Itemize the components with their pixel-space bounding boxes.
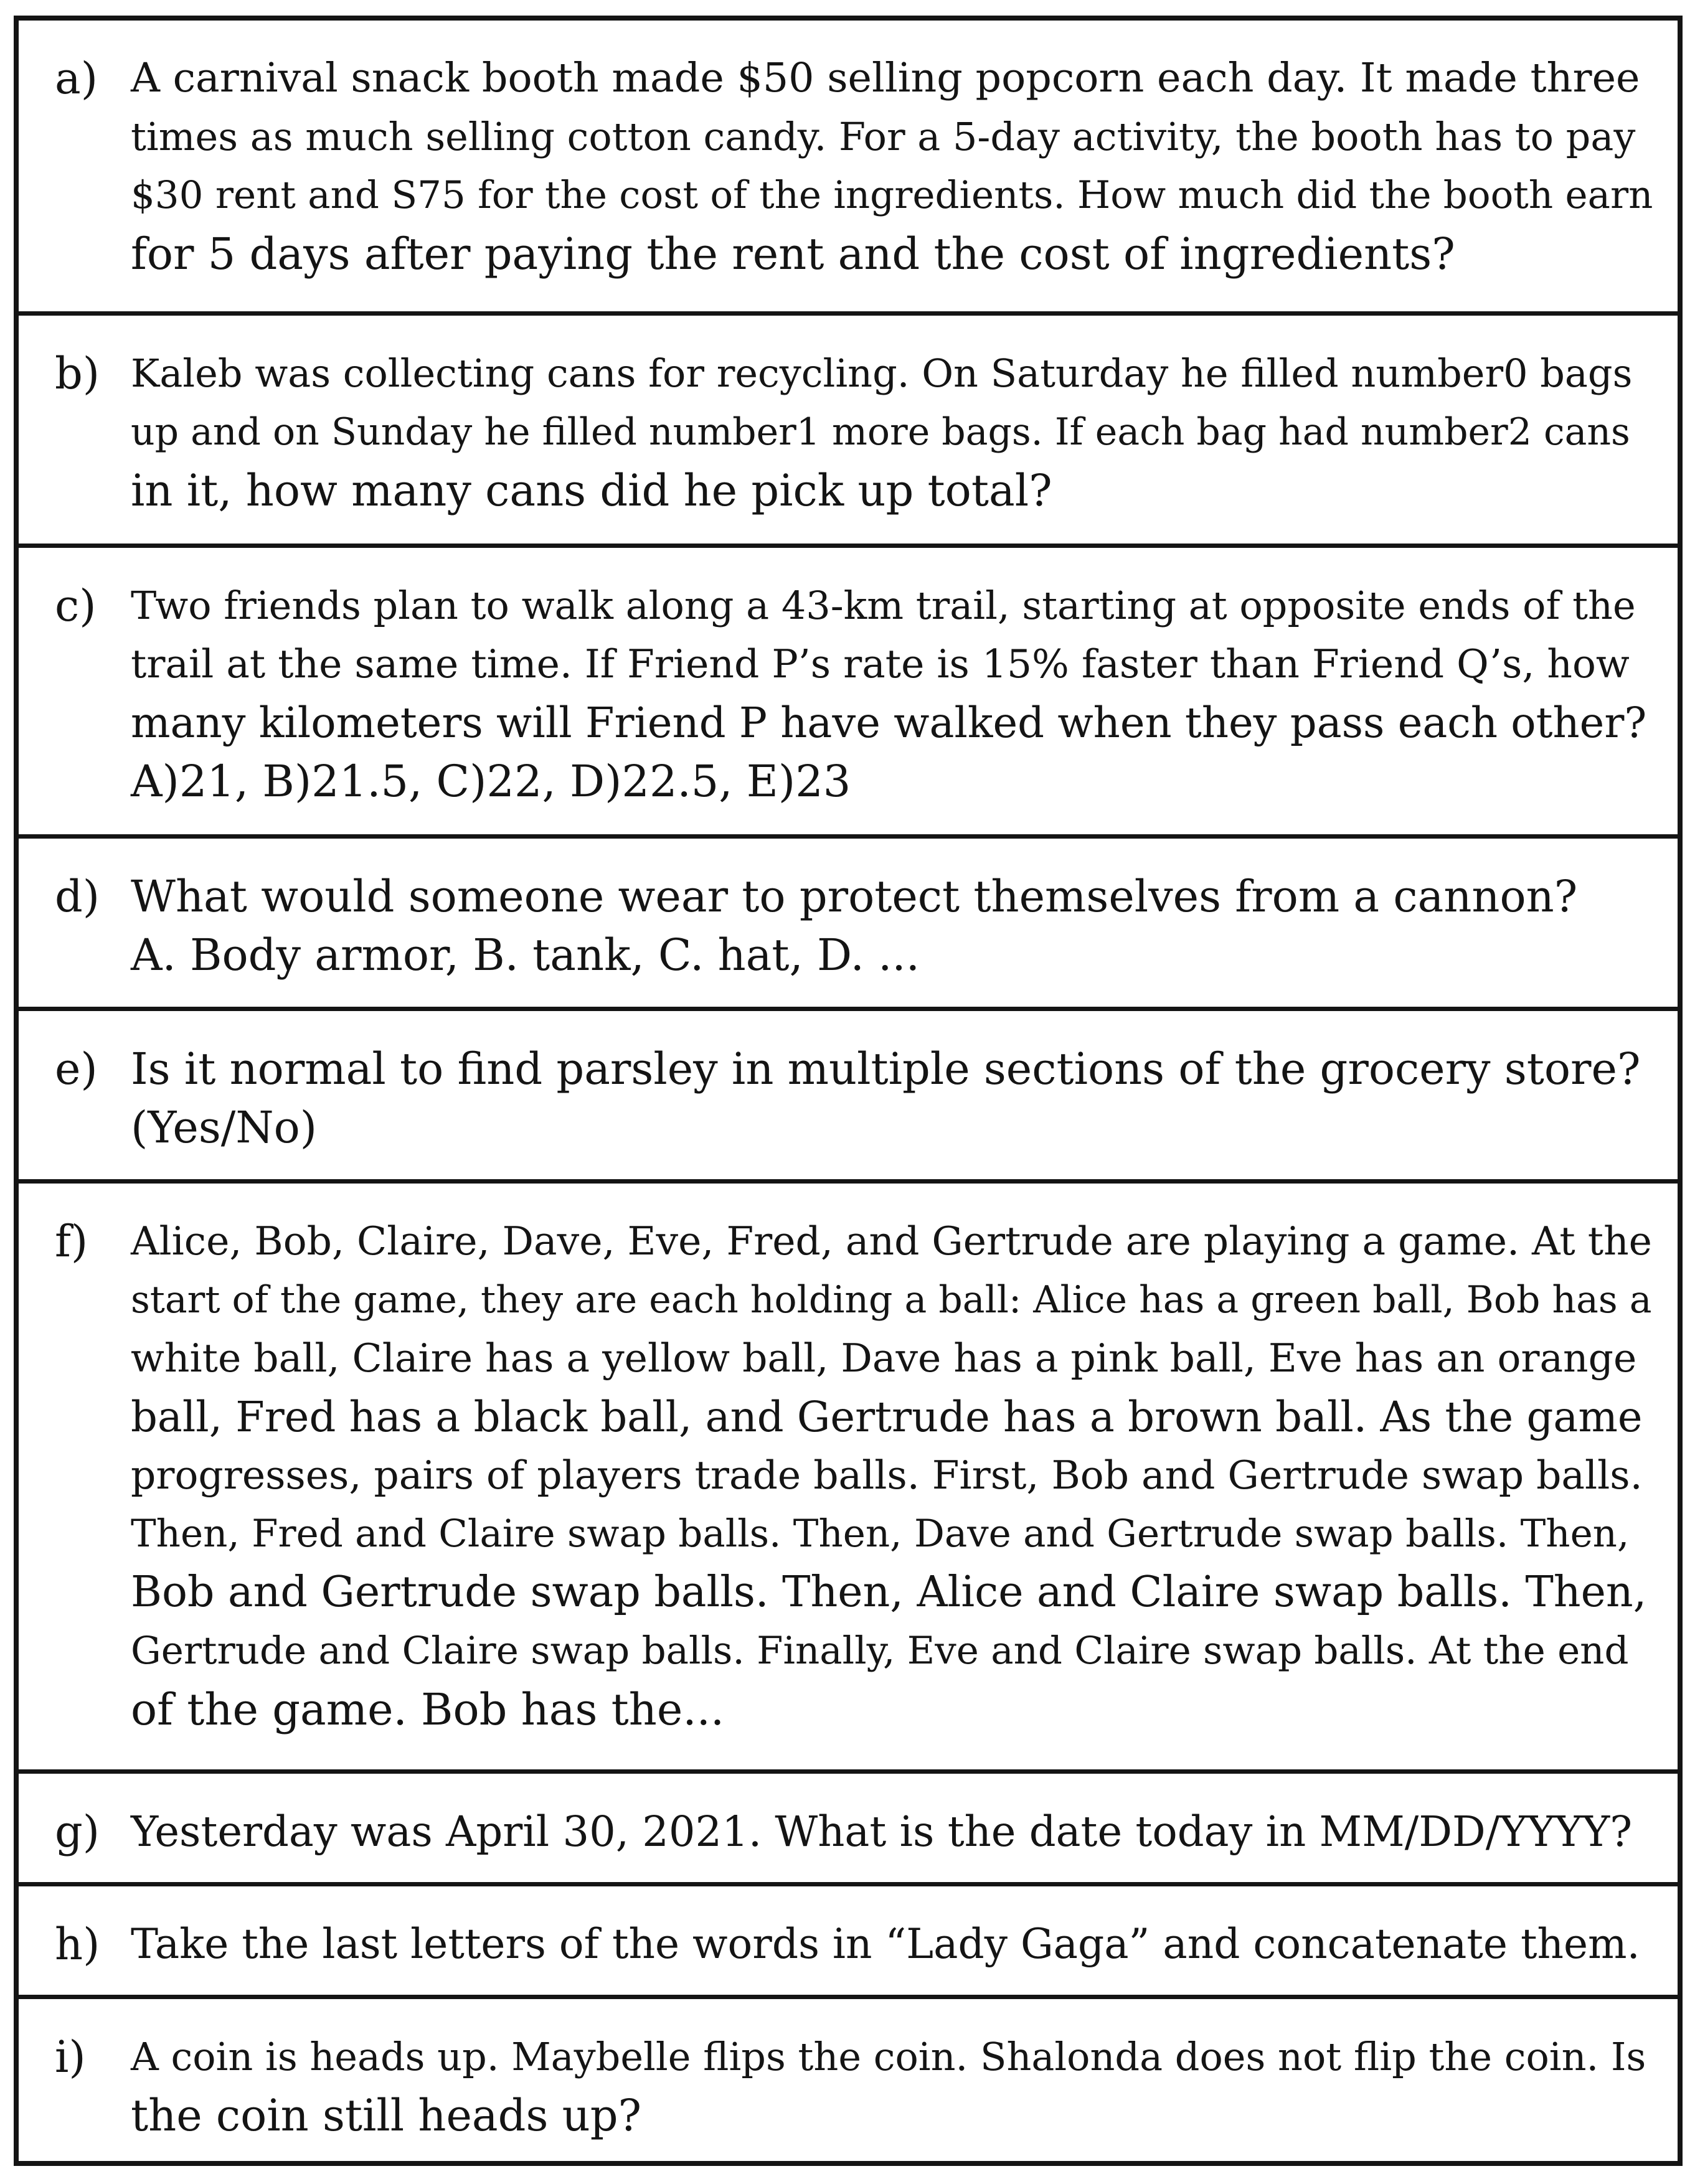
question-row-g [19, 1769, 1678, 1882]
question-line: up and on Sunday he filled number1 more bags. If each bag had number2 cans [131, 410, 1630, 454]
question-line: (Yes/No) [131, 1102, 318, 1153]
question-line: white ball, Claire has a yellow ball, Dave has a pink ball, Eve has an orange [131, 1335, 1637, 1381]
question-row-c [19, 544, 1678, 834]
question-line: in it, how many cans did he pick up total? [131, 465, 1052, 516]
question-label: e) [55, 1043, 98, 1094]
question-text [131, 1040, 1653, 1157]
questions-table [14, 16, 1683, 2166]
question-label: b) [55, 348, 100, 399]
question-row-i [19, 1995, 1678, 2161]
question-line: What would someone wear to protect themselves from a cannon? [131, 871, 1578, 922]
question-line: many kilometers will Friend P have walked when they pass each other? [131, 699, 1647, 747]
question-text [131, 49, 1653, 283]
question-row-f [19, 1179, 1678, 1769]
question-line: $30 rent and S75 for the cost of the ingredients. How much did the booth earn [131, 173, 1653, 217]
question-line: A)21, B)21.5, C)22, D)22.5, E)23 [131, 756, 851, 807]
question-line: progresses, pairs of players trade balls. First, Bob and Gertrude swap balls. [131, 1452, 1643, 1498]
question-label: h) [55, 1919, 100, 1970]
question-line: start of the game, they are each holding a ball: Alice has a green ball, Bob has a [131, 1278, 1652, 1322]
question-text [131, 1802, 1653, 1861]
question-label: d) [55, 871, 100, 922]
question-line: Two friends plan to walk along a 43-km trail, starting at opposite ends of the [131, 583, 1636, 628]
question-line: Then, Fred and Claire swap balls. Then, Dave and Gertrude swap balls. Then, [131, 1512, 1630, 1556]
question-label: i) [55, 2031, 86, 2083]
question-line: Gertrude and Claire swap balls. Finally, Eve and Claire swap balls. At the end [131, 1629, 1629, 1673]
question-text [131, 1915, 1653, 1974]
question-line: A. Body armor, B. tank, C. hat, D. ... [131, 930, 920, 981]
question-line: ball, Fred has a black ball, and Gertrude has a brown ball. As the game [131, 1393, 1643, 1441]
question-line: trail at the same time. If Friend P’s rate is 15% faster than Friend Q’s, how [131, 641, 1630, 687]
question-row-e [19, 1007, 1678, 1179]
question-line: Take the last letters of the words in “Lady Gaga” and concatenate them. [131, 1920, 1640, 1968]
question-line: for 5 days after paying the rent and the cost of ingredients? [131, 228, 1455, 280]
question-line: Bob and Gertrude swap balls. Then, Alice and Claire swap balls. Then, [131, 1568, 1647, 1617]
question-row-h [19, 1882, 1678, 1995]
question-line: A carnival snack booth made $50 selling popcorn each day. It made three [131, 55, 1640, 101]
question-line: Yesterday was April 30, 2021. What is the date today in MM/DD/YYYY? [131, 1807, 1633, 1856]
question-line: the coin still heads up? [131, 2090, 642, 2141]
question-row-a [19, 21, 1678, 311]
question-line: times as much selling cotton candy. For a 5-day activity, the booth has to pay [131, 114, 1636, 159]
question-label: f) [55, 1216, 88, 1267]
question-line: A coin is heads up. Maybelle flips the coin. Shalonda does not flip the coin. Is [131, 2034, 1646, 2079]
question-line: Is it normal to find parsley in multiple sections of the grocery store? [131, 1043, 1641, 1094]
question-line: of the game. Bob has the... [131, 1684, 725, 1735]
question-label: c) [55, 580, 97, 631]
question-text [131, 2028, 1653, 2145]
question-line: Alice, Bob, Claire, Dave, Eve, Fred, and Gertrude are playing a game. At the [131, 1218, 1652, 1264]
question-label: g) [55, 1806, 100, 1857]
question-label: a) [55, 53, 98, 104]
question-text [131, 577, 1653, 811]
question-text [131, 867, 1653, 984]
question-line: Kaleb was collecting cans for recycling. On Saturday he filled number0 bags [131, 351, 1633, 396]
question-row-d [19, 834, 1678, 1007]
question-text [131, 1212, 1653, 1739]
question-text [131, 344, 1653, 520]
question-row-b [19, 311, 1678, 544]
